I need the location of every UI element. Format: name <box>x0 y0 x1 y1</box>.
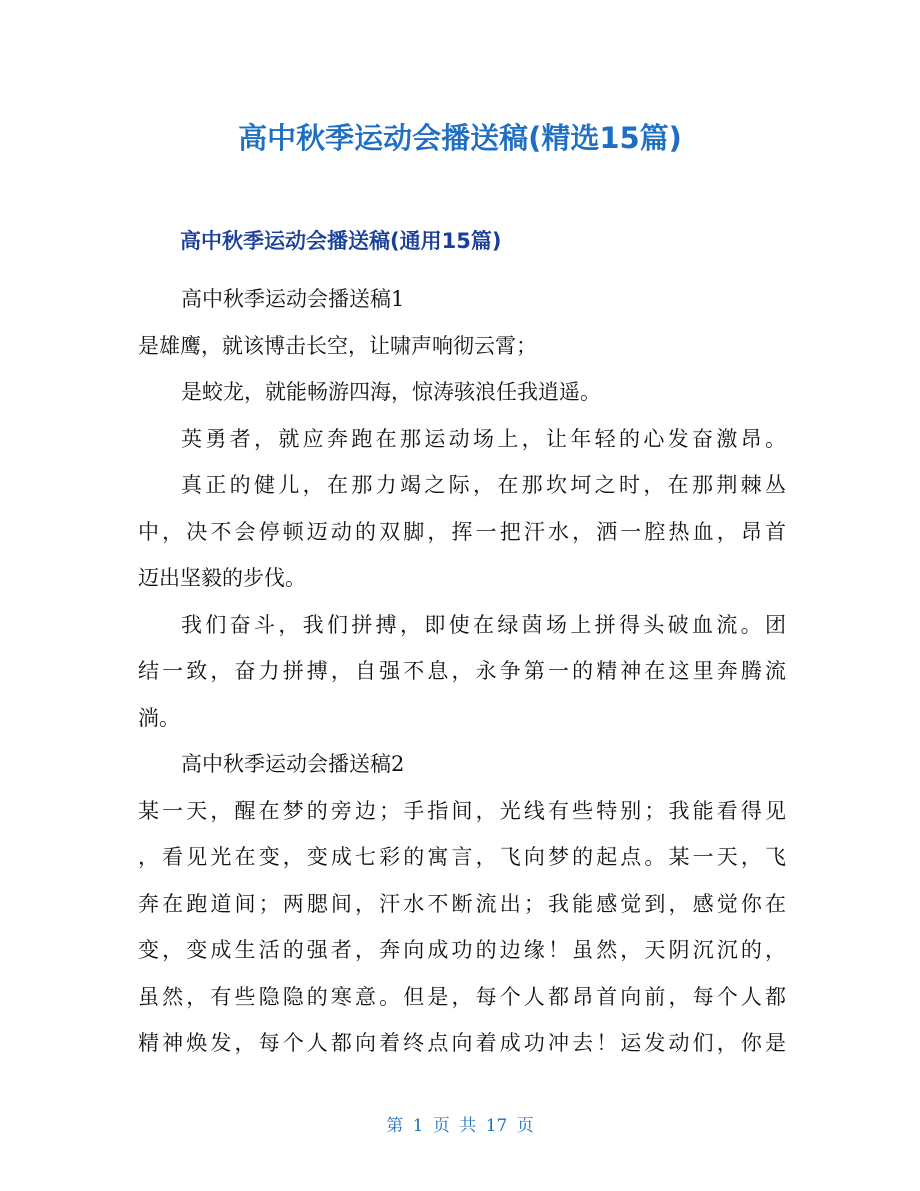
document-title: 高中秋季运动会播送稿(精选15篇) <box>238 121 682 155</box>
document-subtitle: 高中秋季运动会播送稿(通用15篇) <box>180 229 502 253</box>
document-body <box>138 276 786 1067</box>
paragraph-line: 真正的健儿，在那力竭之际，在那坎坷之时，在那荆棘丛 <box>181 473 786 497</box>
paragraph-line: 虽然，有些隐隐的寒意。但是，每个人都昂首向前，每个人都 <box>138 984 786 1009</box>
paragraph-line: 结一致，奋力拼搏，自强不息，永争第一的精神在这里奔腾流 <box>138 659 786 683</box>
paragraph-line: 我们奋斗，我们拼搏，即使在绿茵场上拼得头破血流。团 <box>181 612 786 637</box>
paragraph-line: 奔在跑道间；两腮间，汗水不断流出；我能感觉到，感觉你在 <box>138 891 786 916</box>
paragraph-line: 中，决不会停顿迈动的双脚，挥一把汗水，洒一腔热血，昂首 <box>138 519 786 544</box>
page-number-footer: 第 1 页 共 17 页 <box>386 1116 534 1136</box>
paragraph-line: ，看见光在变，变成七彩的寓言，飞向梦的起点。某一天，飞 <box>138 845 786 869</box>
paragraph-line: 变，变成生活的强者，奔向成功的边缘！虽然，天阴沉沉的， <box>138 938 786 962</box>
paragraph-line: 迈出坚毅的步伐。 <box>138 566 306 590</box>
section-heading-1: 高中秋季运动会播送稿1 <box>181 287 405 311</box>
paragraph-line: 英勇者，就应奔跑在那运动场上，让年轻的心发奋激昂。 <box>181 426 786 451</box>
paragraph-line: 精神焕发，每个人都向着终点向着成功冲去！运发动们，你是 <box>138 1031 786 1055</box>
paragraph-line: 是雄鹰，就该博击长空，让啸声响彻云霄； <box>138 333 537 358</box>
paragraph-line: 某一天，醒在梦的旁边；手指间，光线有些特别；我能看得见 <box>138 798 786 823</box>
section-heading-2: 高中秋季运动会播送稿2 <box>181 752 405 776</box>
paragraph-line: 是蛟龙，就能畅游四海，惊涛骇浪任我逍遥。 <box>181 380 601 404</box>
paragraph-line: 淌。 <box>138 705 180 730</box>
